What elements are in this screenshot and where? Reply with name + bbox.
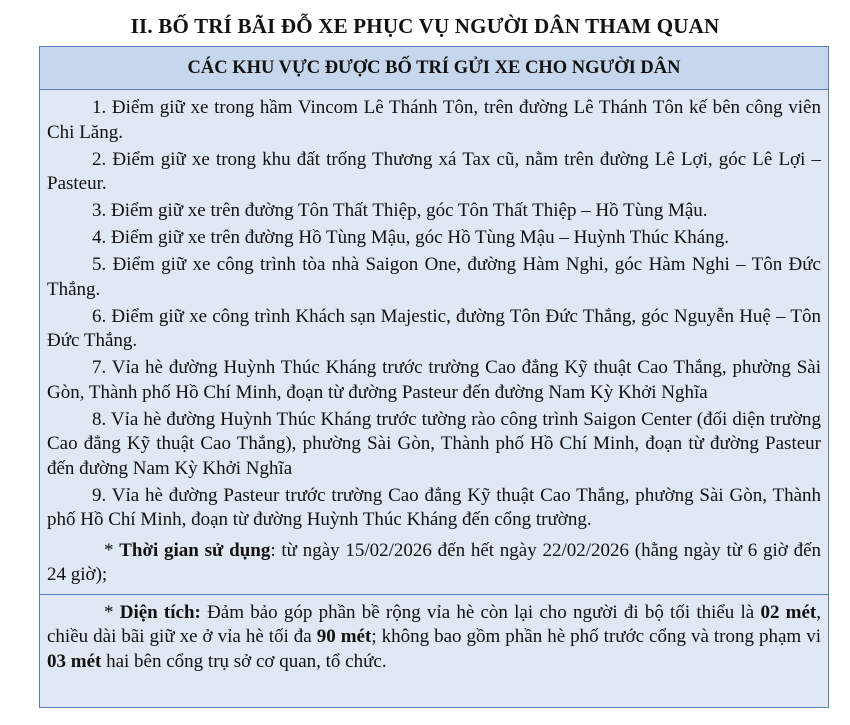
time-note: [47, 539, 821, 588]
area-note: [47, 601, 821, 675]
area-note-text: , chiều dài bãi giữ xe ở vỉa hè tối đa: [47, 601, 822, 647]
time-note-label: Thời gian sử dụng: [119, 539, 271, 561]
area-note-max-length: 90 mét: [316, 626, 372, 647]
time-note-text: : từ ngày 15/02/2026 đến hết ngày 22/02/2026 (hằng ngày từ 6 giờ đến 24 giờ);: [47, 539, 822, 585]
section-title: II. BỐ TRÍ BÃI ĐỖ XE PHỤC VỤ NGƯỜI DÂN THAM QUAN: [130, 14, 720, 38]
box-header: CÁC KHU VỰC ĐƯỢC BỐ TRÍ GỬI XE CHO NGƯỜI DÂN: [40, 47, 828, 90]
list-item: 6. Điểm giữ xe công trình Khách sạn Majestic, đường Tôn Đức Thắng, góc Nguyễn Huệ – Tôn Đức Thắng.: [47, 305, 821, 351]
box-body: [40, 90, 828, 674]
area-note-text: Đảm bảo góp phần bề rộng vỉa hè còn lại cho người đi bộ tối thiểu là: [200, 601, 761, 623]
area-note-gate-range: 03 mét: [47, 650, 102, 672]
list-item: 4. Điểm giữ xe trên đường Hồ Tùng Mậu, góc Hồ Tùng Mậu – Huỳnh Thúc Kháng.: [92, 227, 729, 248]
divider: [40, 594, 828, 595]
area-note-min-width: 02 mét: [760, 601, 817, 623]
list-item: 1. Điểm giữ xe trong hầm Vincom Lê Thánh Tôn, trên đường Lê Thánh Tôn kế bên công viên Chi Lăng.: [47, 97, 821, 143]
list-item: 8. Vỉa hè đường Huỳnh Thúc Kháng trước tường rào công trình Saigon Center (đối diện trường Cao đẳng Kỹ thuật Cao Thắng), phường Sài Gòn, Thành phố Hồ Chí Minh, đoạn từ đường Pasteur đến đường Nam Kỳ Khởi Nghĩa: [47, 408, 821, 479]
list-item: 9. Vỉa hè đường Pasteur trước trường Cao đẳng Kỹ thuật Cao Thắng, phường Sài Gòn, Thành phố Hồ Chí Minh, đoạn từ đường Huỳnh Thúc Kháng đến cổng trường.: [47, 484, 821, 530]
area-note-text: ; không bao gồm phần hè phố trước cổng và trong phạm vi: [371, 626, 821, 647]
list-item: 3. Điểm giữ xe trên đường Tôn Thất Thiệp, góc Tôn Thất Thiệp – Hồ Tùng Mậu.: [92, 200, 708, 221]
list-item: 5. Điểm giữ xe công trình tòa nhà Saigon One, đường Hàm Nghi, góc Hàm Nghi – Tôn Đức Thắng.: [47, 254, 821, 300]
time-note-prefix: *: [104, 539, 120, 561]
area-note-prefix: *: [104, 601, 120, 623]
area-note-label: Diện tích:: [119, 601, 201, 623]
list-item: 2. Điểm giữ xe trong khu đất trống Thương xá Tax cũ, nằm trên đường Lê Lợi, góc Lê Lợi – Pasteur.: [47, 148, 821, 194]
list-item: 7. Vỉa hè đường Huỳnh Thúc Kháng trước trường Cao đẳng Kỹ thuật Cao Thắng, phường Sài Gòn, Thành phố Hồ Chí Minh, đoạn từ đường Pasteur đến đường Nam Kỳ Khởi Nghĩa: [47, 357, 821, 403]
parking-areas-box: [39, 46, 829, 708]
area-note-text: hai bên cổng trụ sở cơ quan, tổ chức.: [101, 650, 387, 672]
